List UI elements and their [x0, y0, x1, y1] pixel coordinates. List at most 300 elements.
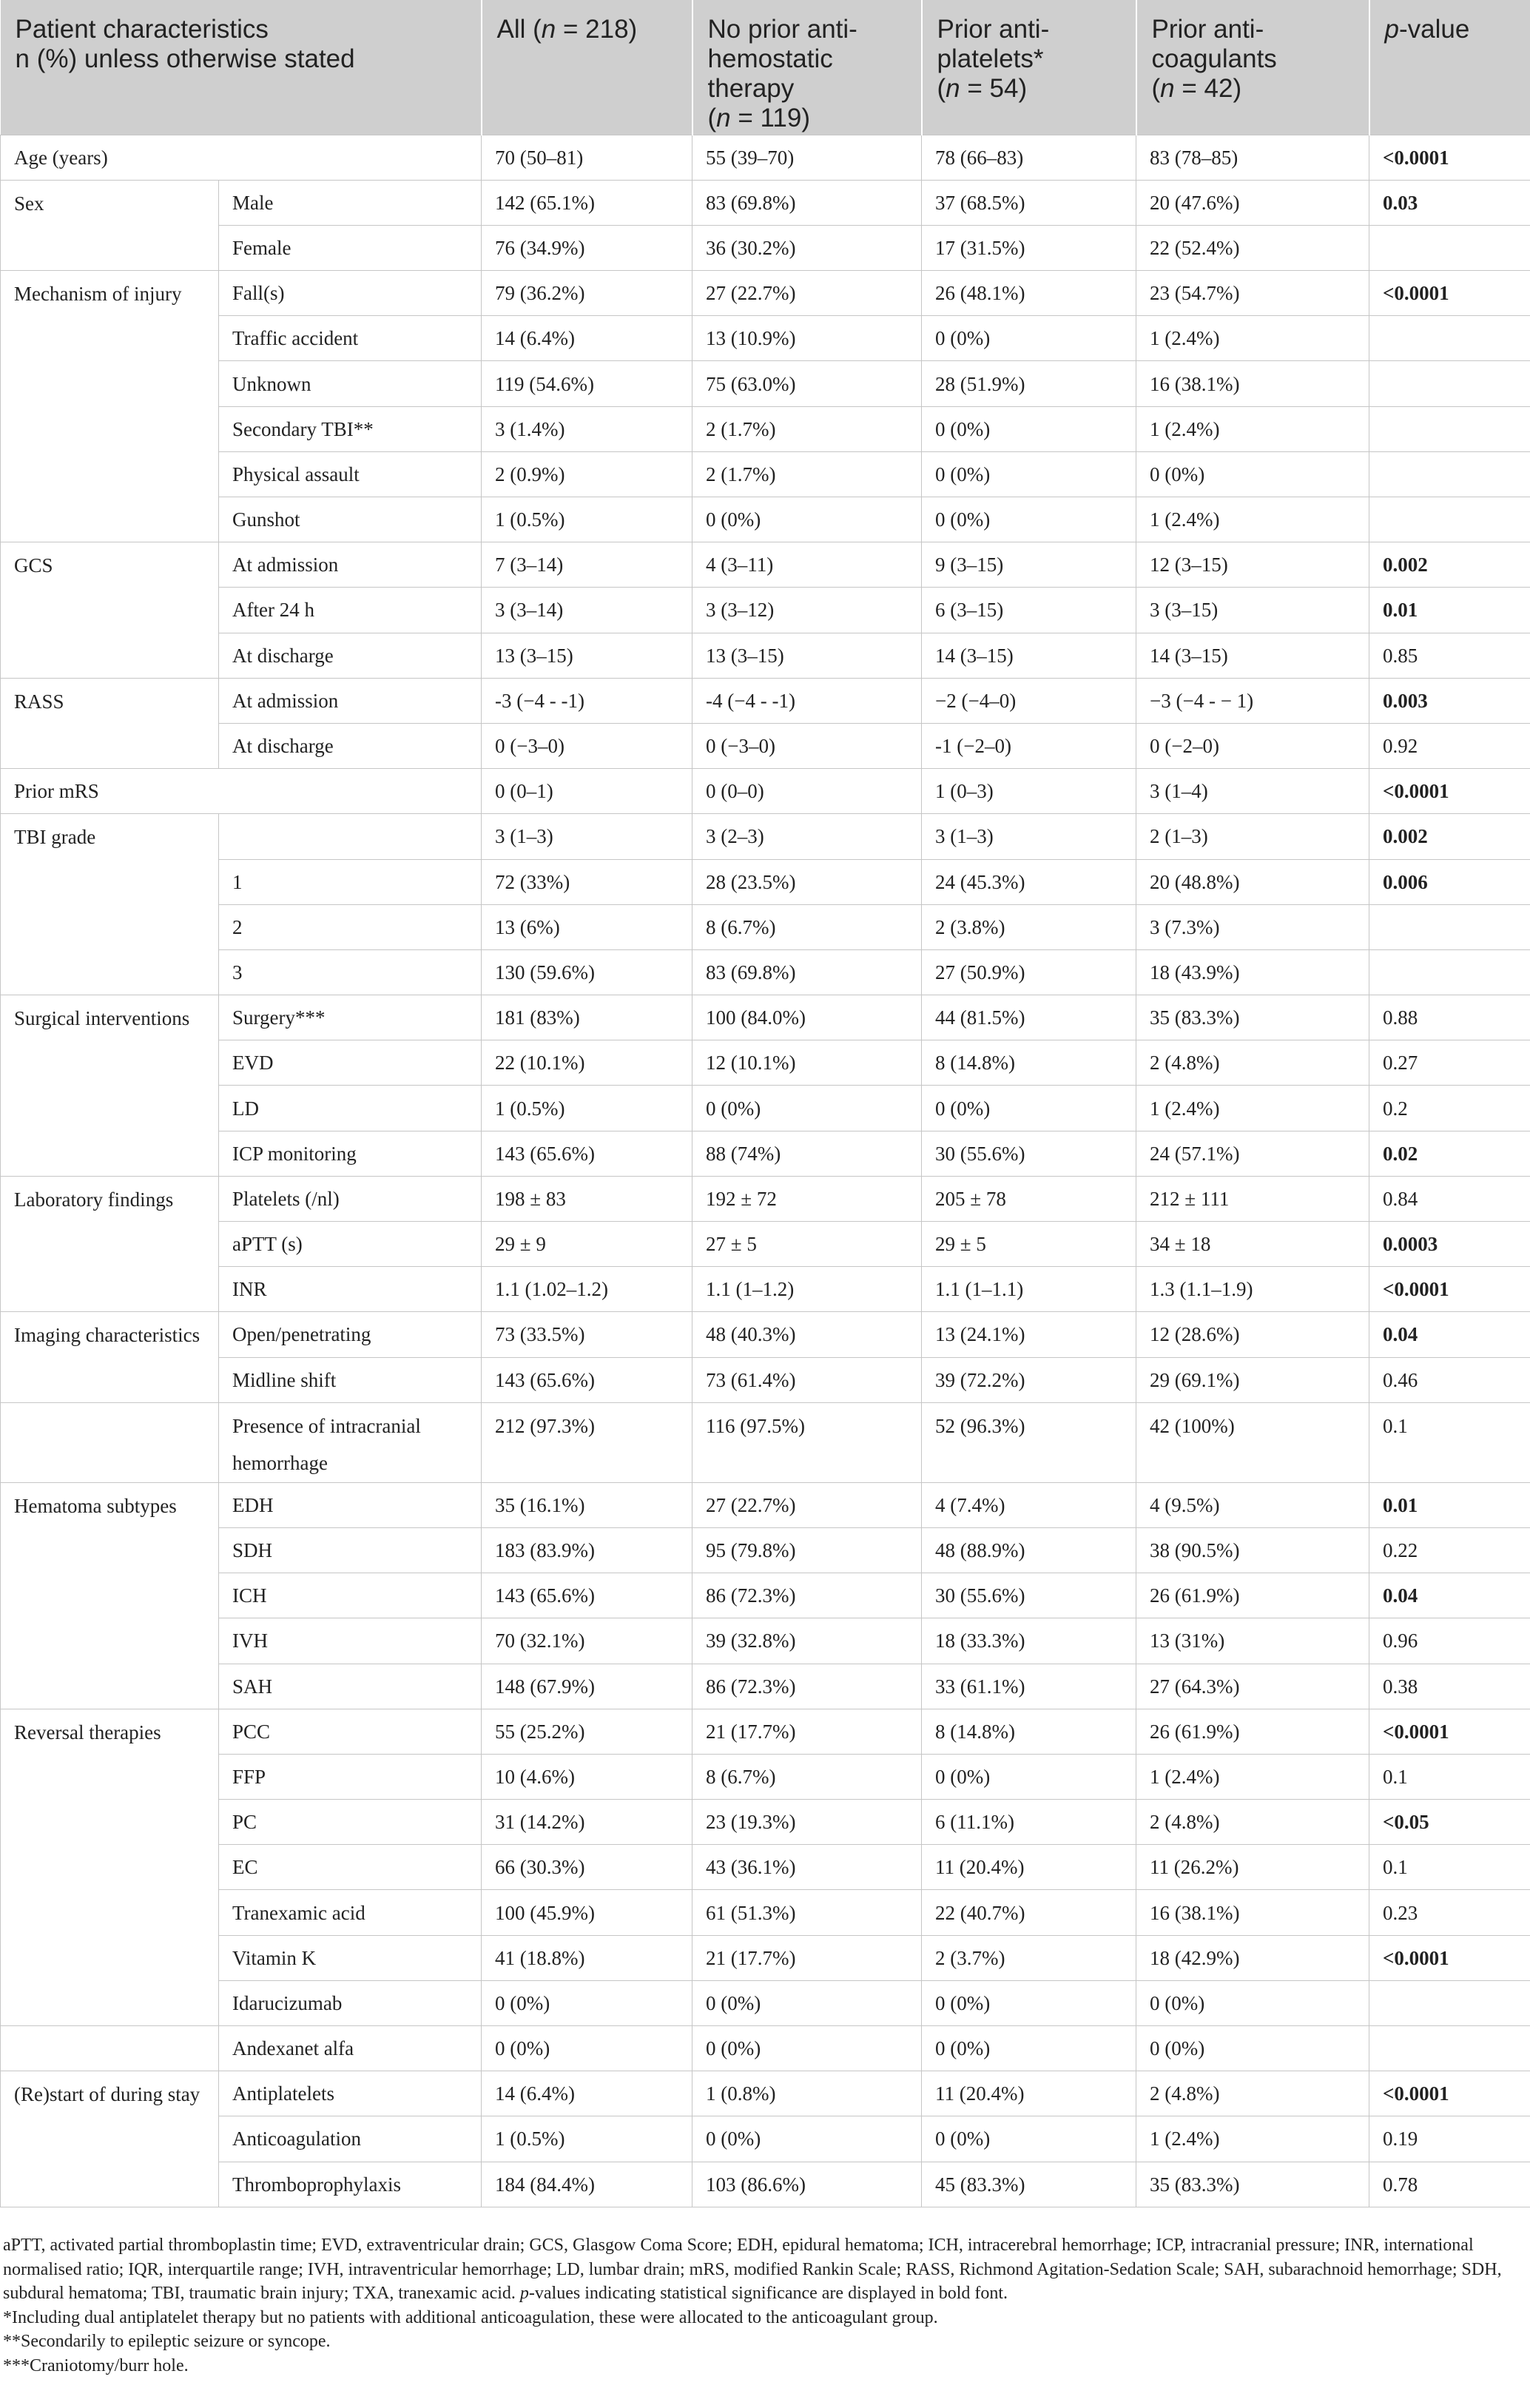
row-subcategory: EC: [219, 1845, 482, 1890]
cell-anticoagulants: 35 (83.3%): [1136, 995, 1369, 1040]
cell-all: 143 (65.6%): [482, 1357, 692, 1402]
cell-antiplatelets: 0 (0%): [922, 1754, 1136, 1799]
cell-anticoagulants: 2 (4.8%): [1136, 1040, 1369, 1086]
cell-antiplatelets: 44 (81.5%): [922, 995, 1136, 1040]
cell-all: 0 (0%): [482, 2026, 692, 2071]
cell-all: 119 (54.6%): [482, 361, 692, 406]
row-subcategory: EDH: [219, 1482, 482, 1527]
row-subcategory: Andexanet alfa: [219, 2026, 482, 2071]
cell-anticoagulants: 26 (61.9%): [1136, 1709, 1369, 1754]
table-row: [1, 814, 1530, 859]
cell-p-value: 0.04: [1369, 1312, 1530, 1357]
table-body: [1, 135, 1530, 2207]
cell-p-value: 0.1: [1369, 1754, 1530, 1799]
cell-p-value: <0.05: [1369, 1800, 1530, 1845]
cell-all: 72 (33%): [482, 859, 692, 904]
cell-antiplatelets: 1 (0–3): [922, 769, 1136, 814]
cell-anticoagulants: 0 (−2–0): [1136, 723, 1369, 768]
row-subcategory: At discharge: [219, 723, 482, 768]
table-row: [1, 633, 1530, 678]
cell-anticoagulants: 0 (0%): [1136, 2026, 1369, 2071]
table-row: [1, 678, 1530, 723]
row-subcategory: IVH: [219, 1618, 482, 1664]
cell-antiplatelets: 0 (0%): [922, 1980, 1136, 2025]
cell-p-value: 0.04: [1369, 1573, 1530, 1618]
row-label: Prior mRS: [1, 769, 482, 814]
table-row: [1, 588, 1530, 633]
row-subcategory: 1: [219, 859, 482, 904]
row-subcategory: LD: [219, 1086, 482, 1131]
header-col1-line2: n (%) unless otherwise stated: [15, 44, 355, 73]
cell-p-value: [1369, 451, 1530, 497]
cell-antiplatelets: -1 (−2–0): [922, 723, 1136, 768]
cell-antiplatelets: 37 (68.5%): [922, 180, 1136, 225]
cell-anticoagulants: 1 (2.4%): [1136, 1754, 1369, 1799]
cell-anticoagulants: 18 (42.9%): [1136, 1935, 1369, 1980]
cell-p-value: [1369, 949, 1530, 995]
table-row: [1, 1980, 1530, 2025]
row-subcategory: Anticoagulation: [219, 2116, 482, 2162]
row-subcategory: Secondary TBI**: [219, 406, 482, 451]
cell-antiplatelets: −2 (−4–0): [922, 678, 1136, 723]
row-subcategory: Surgery***: [219, 995, 482, 1040]
cell-antiplatelets: 8 (14.8%): [922, 1040, 1136, 1086]
cell-antiplatelets: 2 (3.8%): [922, 904, 1136, 949]
row-subcategory: Midline shift: [219, 1357, 482, 1402]
cell-p-value: 0.27: [1369, 1040, 1530, 1086]
cell-p-value: 0.2: [1369, 1086, 1530, 1131]
row-category: RASS: [1, 678, 219, 768]
cell-antiplatelets: 27 (50.9%): [922, 949, 1136, 995]
table-row: [1, 1845, 1530, 1890]
row-category: Imaging characteristics: [1, 1312, 219, 1402]
cell-no-prior: 0 (0–0): [692, 769, 922, 814]
header-p-letter: p: [1384, 15, 1399, 44]
cell-p-value: 0.23: [1369, 1890, 1530, 1935]
cell-no-prior: 61 (51.3%): [692, 1890, 922, 1935]
cell-anticoagulants: 11 (26.2%): [1136, 1845, 1369, 1890]
row-subcategory: INR: [219, 1267, 482, 1312]
cell-p-value: <0.0001: [1369, 1709, 1530, 1754]
footnote-abbreviations: [3, 2233, 1512, 2306]
table-row: [1, 1402, 1530, 1482]
cell-no-prior: 43 (36.1%): [692, 1845, 922, 1890]
header-antiplatelets-line2: platelets*: [937, 44, 1044, 73]
row-category: TBI grade: [1, 814, 219, 995]
cell-anticoagulants: 35 (83.3%): [1136, 2162, 1369, 2207]
cell-all: 184 (84.4%): [482, 2162, 692, 2207]
cell-anticoagulants: 12 (28.6%): [1136, 1312, 1369, 1357]
cell-p-value: 0.38: [1369, 1664, 1530, 1709]
cell-all: 0 (0%): [482, 1980, 692, 2025]
cell-no-prior: 21 (17.7%): [692, 1709, 922, 1754]
cell-p-value: 0.0003: [1369, 1222, 1530, 1267]
table-row: [1, 1800, 1530, 1845]
cell-all: 0 (−3–0): [482, 723, 692, 768]
cell-no-prior: 23 (19.3%): [692, 1800, 922, 1845]
cell-all: 3 (1.4%): [482, 406, 692, 451]
table-header: [1, 0, 1530, 135]
table-row: [1, 1618, 1530, 1664]
cell-all: 7 (3–14): [482, 542, 692, 588]
footnote-p-letter: p: [519, 2284, 529, 2303]
row-category: Sex: [1, 180, 219, 270]
cell-all: 183 (83.9%): [482, 1527, 692, 1573]
cell-p-value: [1369, 2026, 1530, 2071]
table-row: [1, 1709, 1530, 1754]
cell-antiplatelets: 11 (20.4%): [922, 2071, 1136, 2116]
cell-p-value: [1369, 904, 1530, 949]
cell-p-value: 0.01: [1369, 1482, 1530, 1527]
cell-p-value: 0.46: [1369, 1357, 1530, 1402]
row-category-empty: [1, 2026, 219, 2071]
cell-antiplatelets: 22 (40.7%): [922, 1890, 1136, 1935]
table-row: [1, 769, 1530, 814]
cell-anticoagulants: 1 (2.4%): [1136, 2116, 1369, 2162]
cell-all: 143 (65.6%): [482, 1131, 692, 1176]
header-anticoagulants-n: n: [1160, 74, 1175, 103]
cell-no-prior: 55 (39–70): [692, 135, 922, 180]
cell-no-prior: 83 (69.8%): [692, 949, 922, 995]
table-row: [1, 1040, 1530, 1086]
cell-antiplatelets: 6 (11.1%): [922, 1800, 1136, 1845]
cell-p-value: 0.78: [1369, 2162, 1530, 2207]
row-subcategory: FFP: [219, 1754, 482, 1799]
cell-no-prior: 192 ± 72: [692, 1176, 922, 1221]
header-no-prior-n: n: [716, 104, 731, 132]
row-category: GCS: [1, 542, 219, 679]
table-row: [1, 225, 1530, 270]
cell-anticoagulants: 34 ± 18: [1136, 1222, 1369, 1267]
cell-p-value: [1369, 497, 1530, 542]
cell-p-value: 0.96: [1369, 1618, 1530, 1664]
row-subcategory: Female: [219, 225, 482, 270]
footnote-abbrev-text: aPTT, activated partial thromboplastin time; EVD, extraventricular drain; GCS, Glasgow Coma Score; EDH, epidural hematoma; ICH, intracerebral hemorrhage; ICP, intracranial pressure; INR, international normalised ratio; IQR, interquartile range; IVH, intraventricular hemorrhage; LD, lumbar drain; mRS, modified Rankin Scale; RASS, Richmond Agitation-Sedation Scale; SAH, subarachnoid hemorrhage; SDH, subdural hematoma; TBI, traumatic brain injury; TXA, tranexamic acid.: [3, 2236, 1502, 2303]
cell-no-prior: 88 (74%): [692, 1131, 922, 1176]
cell-anticoagulants: 18 (43.9%): [1136, 949, 1369, 995]
cell-anticoagulants: 4 (9.5%): [1136, 1482, 1369, 1527]
cell-p-value: 0.006: [1369, 859, 1530, 904]
header-anticoagulants-line1: Prior anti-: [1151, 15, 1264, 44]
cell-anticoagulants: 42 (100%): [1136, 1402, 1369, 1482]
row-subcategory: SAH: [219, 1664, 482, 1709]
table-row: [1, 1482, 1530, 1527]
cell-anticoagulants: 1 (2.4%): [1136, 1086, 1369, 1131]
cell-p-value: <0.0001: [1369, 1267, 1530, 1312]
header-no-prior-line1: No prior anti-: [707, 15, 857, 44]
row-category: Laboratory findings: [1, 1176, 219, 1312]
header-antiplatelets-line1: Prior anti-: [937, 15, 1050, 44]
header-anticoagulants-line2: coagulants: [1151, 44, 1277, 73]
cell-all: 0 (0–1): [482, 769, 692, 814]
cell-no-prior: 86 (72.3%): [692, 1573, 922, 1618]
table-footnotes: [0, 2233, 1512, 2378]
cell-antiplatelets: 33 (61.1%): [922, 1664, 1136, 1709]
cell-no-prior: 2 (1.7%): [692, 406, 922, 451]
cell-p-value: [1369, 361, 1530, 406]
cell-anticoagulants: 16 (38.1%): [1136, 361, 1369, 406]
table-row: [1, 723, 1530, 768]
cell-all: 142 (65.1%): [482, 180, 692, 225]
cell-antiplatelets: 6 (3–15): [922, 588, 1136, 633]
cell-anticoagulants: 29 (69.1%): [1136, 1357, 1369, 1402]
table-row: [1, 1664, 1530, 1709]
cell-anticoagulants: 3 (1–4): [1136, 769, 1369, 814]
row-subcategory: Vitamin K: [219, 1935, 482, 1980]
cell-no-prior: 27 (22.7%): [692, 1482, 922, 1527]
cell-no-prior: 1.1 (1–1.2): [692, 1267, 922, 1312]
table-row: [1, 1312, 1530, 1357]
cell-p-value: 0.1: [1369, 1845, 1530, 1890]
row-subcategory: Open/penetrating: [219, 1312, 482, 1357]
cell-no-prior: 100 (84.0%): [692, 995, 922, 1040]
cell-no-prior: 83 (69.8%): [692, 180, 922, 225]
cell-antiplatelets: 2 (3.7%): [922, 1935, 1136, 1980]
cell-antiplatelets: 45 (83.3%): [922, 2162, 1136, 2207]
table-row: [1, 1131, 1530, 1176]
cell-anticoagulants: 26 (61.9%): [1136, 1573, 1369, 1618]
cell-p-value: 0.1: [1369, 1402, 1530, 1482]
row-category-empty: [1, 1402, 219, 1482]
cell-antiplatelets: 29 ± 5: [922, 1222, 1136, 1267]
row-subcategory: Traffic accident: [219, 316, 482, 361]
table-row: [1, 2116, 1530, 2162]
cell-anticoagulants: 3 (3–15): [1136, 588, 1369, 633]
cell-anticoagulants: 3 (7.3%): [1136, 904, 1369, 949]
row-subcategory: ICP monitoring: [219, 1131, 482, 1176]
cell-all: 29 ± 9: [482, 1222, 692, 1267]
table-row: [1, 2026, 1530, 2071]
cell-antiplatelets: 26 (48.1%): [922, 271, 1136, 316]
cell-p-value: [1369, 225, 1530, 270]
header-all-count: = 218): [556, 15, 638, 44]
cell-all: 181 (83%): [482, 995, 692, 1040]
cell-no-prior: 1 (0.8%): [692, 2071, 922, 2116]
cell-p-value: 0.03: [1369, 180, 1530, 225]
cell-all: 14 (6.4%): [482, 2071, 692, 2116]
cell-all: 79 (36.2%): [482, 271, 692, 316]
cell-p-value: 0.85: [1369, 633, 1530, 678]
cell-antiplatelets: 11 (20.4%): [922, 1845, 1136, 1890]
footnote-1: *Including dual antiplatelet therapy but no patients with additional anticoagulation, these were allocated to the anticoagulant group.: [3, 2307, 938, 2327]
cell-no-prior: 0 (0%): [692, 1086, 922, 1131]
row-subcategory: Platelets (/nl): [219, 1176, 482, 1221]
cell-antiplatelets: 17 (31.5%): [922, 225, 1136, 270]
cell-anticoagulants: 83 (78–85): [1136, 135, 1369, 180]
header-p-rest: -value: [1398, 15, 1470, 44]
cell-p-value: <0.0001: [1369, 1935, 1530, 1980]
row-subcategory: Male: [219, 180, 482, 225]
table-row: [1, 859, 1530, 904]
cell-antiplatelets: 13 (24.1%): [922, 1312, 1136, 1357]
cell-all: 100 (45.9%): [482, 1890, 692, 1935]
cell-antiplatelets: 14 (3–15): [922, 633, 1136, 678]
cell-p-value: <0.0001: [1369, 769, 1530, 814]
cell-antiplatelets: 78 (66–83): [922, 135, 1136, 180]
cell-anticoagulants: 20 (48.8%): [1136, 859, 1369, 904]
row-subcategory: At discharge: [219, 633, 482, 678]
table-row: [1, 406, 1530, 451]
cell-p-value: 0.84: [1369, 1176, 1530, 1221]
cell-antiplatelets: 8 (14.8%): [922, 1709, 1136, 1754]
header-no-prior-count: = 119): [730, 104, 810, 132]
cell-p-value: 0.01: [1369, 588, 1530, 633]
row-subcategory: Physical assault: [219, 451, 482, 497]
row-subcategory: Unknown: [219, 361, 482, 406]
table-row: [1, 451, 1530, 497]
cell-anticoagulants: 22 (52.4%): [1136, 225, 1369, 270]
cell-p-value: 0.002: [1369, 542, 1530, 588]
cell-no-prior: 36 (30.2%): [692, 225, 922, 270]
cell-no-prior: -4 (−4 - -1): [692, 678, 922, 723]
table-row: [1, 1527, 1530, 1573]
cell-anticoagulants: 38 (90.5%): [1136, 1527, 1369, 1573]
cell-p-value: [1369, 316, 1530, 361]
row-category: Reversal therapies: [1, 1709, 219, 2025]
table-row: [1, 542, 1530, 588]
cell-no-prior: 86 (72.3%): [692, 1664, 922, 1709]
cell-all: 1 (0.5%): [482, 1086, 692, 1131]
cell-antiplatelets: 0 (0%): [922, 316, 1136, 361]
cell-antiplatelets: 39 (72.2%): [922, 1357, 1136, 1402]
cell-antiplatelets: 9 (3–15): [922, 542, 1136, 588]
header-prior-antiplatelets: Prior anti- platelets* (n = 54): [922, 0, 1136, 135]
cell-p-value: 0.22: [1369, 1527, 1530, 1573]
cell-anticoagulants: 1 (2.4%): [1136, 497, 1369, 542]
cell-all: 3 (1–3): [482, 814, 692, 859]
cell-antiplatelets: 30 (55.6%): [922, 1573, 1136, 1618]
table-row: [1, 135, 1530, 180]
table-row: [1, 271, 1530, 316]
cell-antiplatelets: 52 (96.3%): [922, 1402, 1136, 1482]
cell-p-value: <0.0001: [1369, 135, 1530, 180]
cell-antiplatelets: 4 (7.4%): [922, 1482, 1136, 1527]
cell-all: 76 (34.9%): [482, 225, 692, 270]
cell-p-value: <0.0001: [1369, 2071, 1530, 2116]
cell-antiplatelets: 48 (88.9%): [922, 1527, 1136, 1573]
cell-antiplatelets: 0 (0%): [922, 1086, 1136, 1131]
cell-no-prior: 0 (−3–0): [692, 723, 922, 768]
row-subcategory: PC: [219, 1800, 482, 1845]
cell-anticoagulants: 14 (3–15): [1136, 633, 1369, 678]
table-row: [1, 949, 1530, 995]
row-category: Hematoma subtypes: [1, 1482, 219, 1709]
header-col1-line1: Patient characteristics: [15, 15, 269, 44]
table-row: [1, 1357, 1530, 1402]
row-subcategory: At admission: [219, 542, 482, 588]
cell-no-prior: 0 (0%): [692, 2026, 922, 2071]
cell-all: 14 (6.4%): [482, 316, 692, 361]
row-subcategory: 3: [219, 949, 482, 995]
table-row: [1, 904, 1530, 949]
header-p-value: [1369, 0, 1530, 135]
cell-no-prior: 12 (10.1%): [692, 1040, 922, 1086]
row-subcategory: Fall(s): [219, 271, 482, 316]
cell-all: 1 (0.5%): [482, 2116, 692, 2162]
cell-no-prior: 116 (97.5%): [692, 1402, 922, 1482]
cell-anticoagulants: 13 (31%): [1136, 1618, 1369, 1664]
table-row: [1, 2071, 1530, 2116]
header-all-n: n: [541, 15, 556, 44]
cell-antiplatelets: 18 (33.3%): [922, 1618, 1136, 1664]
cell-all: 13 (6%): [482, 904, 692, 949]
cell-no-prior: 0 (0%): [692, 1980, 922, 2025]
cell-no-prior: 3 (2–3): [692, 814, 922, 859]
header-no-prior: No prior anti- hemostatic therapy (n = 119): [692, 0, 922, 135]
cell-no-prior: 28 (23.5%): [692, 859, 922, 904]
cell-all: 10 (4.6%): [482, 1754, 692, 1799]
row-category: (Re)start of during stay: [1, 2071, 219, 2207]
row-subcategory: Tranexamic acid: [219, 1890, 482, 1935]
cell-all: 3 (3–14): [482, 588, 692, 633]
cell-no-prior: 75 (63.0%): [692, 361, 922, 406]
row-subcategory: Antiplatelets: [219, 2071, 482, 2116]
row-subcategory: Thromboprophylaxis: [219, 2162, 482, 2207]
cell-all: 198 ± 83: [482, 1176, 692, 1221]
row-label: Age (years): [1, 135, 482, 180]
cell-all: 22 (10.1%): [482, 1040, 692, 1086]
cell-no-prior: 39 (32.8%): [692, 1618, 922, 1664]
cell-all: 212 (97.3%): [482, 1402, 692, 1482]
row-subcategory: 2: [219, 904, 482, 949]
footnote-3: ***Craniotomy/burr hole.: [3, 2355, 189, 2375]
cell-anticoagulants: 1 (2.4%): [1136, 406, 1369, 451]
cell-no-prior: 3 (3–12): [692, 588, 922, 633]
cell-antiplatelets: 0 (0%): [922, 406, 1136, 451]
cell-no-prior: 103 (86.6%): [692, 2162, 922, 2207]
header-no-prior-line2: hemostatic: [707, 44, 833, 73]
cell-anticoagulants: 12 (3–15): [1136, 542, 1369, 588]
cell-anticoagulants: −3 (−4 - − 1): [1136, 678, 1369, 723]
cell-no-prior: 95 (79.8%): [692, 1527, 922, 1573]
cell-p-value: 0.02: [1369, 1131, 1530, 1176]
header-anticoagulants-count: = 42): [1174, 74, 1242, 103]
cell-no-prior: 8 (6.7%): [692, 904, 922, 949]
cell-p-value: 0.19: [1369, 2116, 1530, 2162]
row-subcategory: At admission: [219, 678, 482, 723]
row-subcategory: Gunshot: [219, 497, 482, 542]
row-subcategory: EVD: [219, 1040, 482, 1086]
cell-all: 1 (0.5%): [482, 497, 692, 542]
cell-anticoagulants: 24 (57.1%): [1136, 1131, 1369, 1176]
row-subcategory: SDH: [219, 1527, 482, 1573]
table-row: [1, 1935, 1530, 1980]
cell-anticoagulants: 0 (0%): [1136, 451, 1369, 497]
cell-antiplatelets: 30 (55.6%): [922, 1131, 1136, 1176]
table-row: [1, 1890, 1530, 1935]
cell-p-value: [1369, 406, 1530, 451]
header-antiplatelets-count: = 54): [960, 74, 1028, 103]
cell-all: 70 (50–81): [482, 135, 692, 180]
cell-all: 66 (30.3%): [482, 1845, 692, 1890]
cell-no-prior: 0 (0%): [692, 497, 922, 542]
row-category: Surgical interventions: [1, 995, 219, 1177]
row-subcategory: ICH: [219, 1573, 482, 1618]
row-subcategory: aPTT (s): [219, 1222, 482, 1267]
cell-anticoagulants: 212 ± 111: [1136, 1176, 1369, 1221]
table-row: [1, 180, 1530, 225]
cell-no-prior: 13 (10.9%): [692, 316, 922, 361]
cell-anticoagulants: 2 (1–3): [1136, 814, 1369, 859]
cell-all: 130 (59.6%): [482, 949, 692, 995]
row-subcategory: Presence of intracranial hemorrhage: [219, 1402, 482, 1482]
table-row: [1, 1267, 1530, 1312]
cell-no-prior: 8 (6.7%): [692, 1754, 922, 1799]
row-subcategory: After 24 h: [219, 588, 482, 633]
cell-no-prior: 2 (1.7%): [692, 451, 922, 497]
cell-no-prior: 21 (17.7%): [692, 1935, 922, 1980]
table-row: [1, 995, 1530, 1040]
